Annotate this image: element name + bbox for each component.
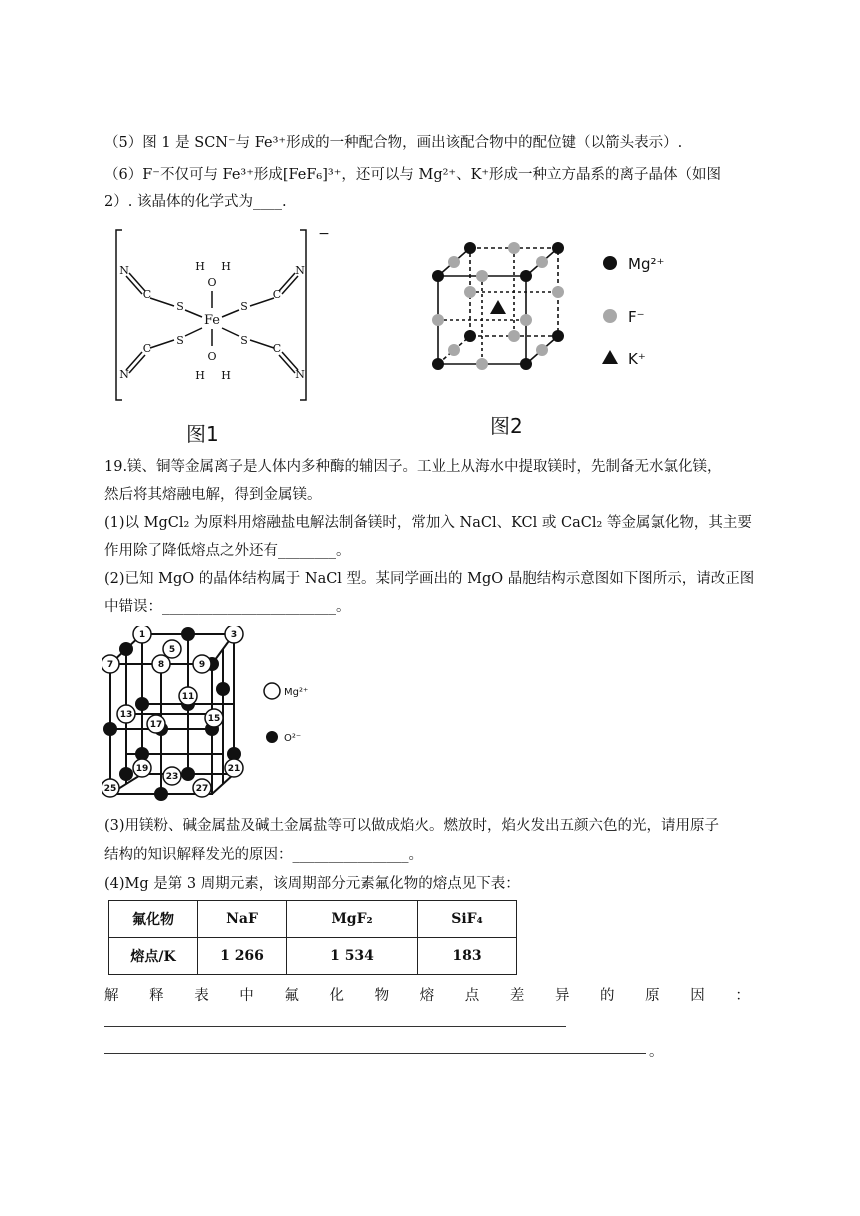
- answer-line-1: [104, 1026, 566, 1027]
- prompt-char: 原: [645, 988, 660, 1004]
- cell-label: 8: [157, 660, 165, 670]
- f-ion: [476, 358, 488, 370]
- table-cell: 183: [418, 938, 517, 975]
- cell-label: 25: [103, 784, 117, 794]
- q18-part6-line1: （6）F⁻不仅可与 Fe³⁺形成[FeF₆]³⁺，还可以与 Mg²⁺、K⁺形成一种立方晶系的离子晶体（如图: [104, 167, 722, 183]
- q19-part4-prompt: [104, 984, 750, 1005]
- prompt-char: ：: [735, 988, 750, 1004]
- cell-label: 19: [135, 764, 149, 774]
- table-header: 氟化物: [109, 901, 198, 938]
- s-atom: S: [176, 334, 184, 347]
- f-ion: [508, 330, 520, 342]
- figure-2-crystal: [424, 236, 694, 386]
- prompt-char: 异: [554, 988, 570, 1004]
- figure-1-caption: 图1: [186, 422, 219, 446]
- f-ion: [508, 242, 520, 254]
- prompt-char: 差: [509, 988, 525, 1004]
- legend-f-label: F⁻: [628, 308, 645, 326]
- prompt-char: 解: [104, 988, 119, 1004]
- prompt-char: 物: [374, 988, 390, 1004]
- n-atom: N: [295, 368, 305, 381]
- prompt-char: 中: [239, 988, 254, 1004]
- table-row: [109, 901, 517, 938]
- mg-ion: [432, 270, 444, 282]
- f-ion: [520, 314, 532, 326]
- legend-o-label: O²⁻: [284, 733, 302, 744]
- q18-part6-line2: 2）. 该晶体的化学式为____.: [104, 194, 287, 210]
- cell-label: 1: [138, 630, 146, 640]
- legend-f-marker: [603, 309, 617, 323]
- table-row: [109, 938, 517, 975]
- c-atom: C: [272, 288, 282, 301]
- legend-k-marker: [602, 350, 618, 364]
- prompt-char: 因: [690, 988, 705, 1004]
- cell-label: 9: [198, 660, 206, 670]
- complex-charge: −: [318, 226, 330, 242]
- h-atom: H: [195, 369, 205, 382]
- o-atom: O: [207, 350, 217, 363]
- q19-part2-line1: (2)已知 MgO 的晶体结构属于 NaCl 型。某同学画出的 MgO 晶胞结构示意图如下图所示，请改正图: [104, 571, 755, 587]
- f-ion: [448, 344, 460, 356]
- mg-ion: [552, 330, 564, 342]
- f-ion: [552, 286, 564, 298]
- h-atom: H: [195, 260, 205, 273]
- prompt-char: 氟: [284, 988, 299, 1004]
- legend-mg-marker: [603, 256, 617, 270]
- mgo-cell-figure: [102, 626, 312, 804]
- q19-part3-line1: (3)用镁粉、碱金属盐及碱土金属盐等可以做成焰火。燃放时，焰火发出五颜六色的光，请用原子: [104, 818, 720, 834]
- legend-k-label: K⁺: [628, 350, 646, 368]
- mg-ion: [520, 358, 532, 370]
- h-atom: H: [221, 369, 231, 382]
- f-ion: [536, 256, 548, 268]
- prompt-char: 表: [194, 988, 209, 1004]
- h-atom: H: [221, 260, 231, 273]
- f-ion: [476, 270, 488, 282]
- mg-ion: [552, 242, 564, 254]
- prompt-char: 熔: [419, 988, 435, 1004]
- cell-label: 23: [165, 772, 179, 782]
- figure-2-caption: 图2: [490, 414, 523, 438]
- fluoride-table: [108, 900, 517, 975]
- cell-label: 15: [207, 714, 221, 724]
- cell-label: 27: [195, 784, 209, 794]
- q19-part3-line2: 结构的知识解释发光的原因：________________。: [104, 847, 423, 863]
- q19-part1-line1: (1)以 MgCl₂ 为原料用熔融盐电解法制备镁时，常加入 NaCl、KCl 或 CaCl₂ 等金属氯化物，其主要: [104, 515, 752, 531]
- cell-label: 17: [149, 720, 163, 730]
- c-atom: C: [272, 342, 282, 355]
- c-atom: C: [142, 288, 152, 301]
- cell-label: 7: [106, 660, 114, 670]
- answer-line-2: [104, 1053, 646, 1054]
- n-atom: N: [119, 368, 129, 381]
- mg-ion: [464, 242, 476, 254]
- q19-part2-line2: 中错误：________________________。: [104, 599, 351, 615]
- prompt-char: 释: [149, 988, 164, 1004]
- s-atom: S: [240, 334, 248, 347]
- answer-end-mark: 。: [649, 1044, 664, 1060]
- figure-1-complex: [112, 226, 342, 406]
- f-ion: [448, 256, 460, 268]
- mg-ion: [520, 270, 532, 282]
- table-cell: 1 266: [198, 938, 287, 975]
- table-cell: 1 534: [287, 938, 418, 975]
- q18-part5: （5）图 1 是 SCN⁻与 Fe³⁺形成的一种配合物，画出该配合物中的配位键（以箭头表示）.: [104, 135, 683, 151]
- cell-label: 13: [119, 710, 133, 720]
- n-atom: N: [295, 264, 305, 277]
- legend-mg-marker: [264, 683, 280, 699]
- prompt-char: 化: [329, 988, 344, 1004]
- q19-intro-line2: 然后将其熔融电解，得到金属镁。: [104, 487, 322, 503]
- cell-label: 21: [227, 764, 241, 774]
- cell-label: 11: [181, 692, 195, 702]
- table-cell: 熔点/K: [109, 938, 198, 975]
- cell-label: 5: [168, 645, 176, 655]
- q19-part1-line2: 作用除了降低熔点之外还有________。: [104, 543, 351, 559]
- legend-o-marker: [266, 731, 278, 743]
- s-atom: S: [176, 300, 184, 313]
- o-atom: O: [207, 276, 217, 289]
- fe-atom: Fe: [203, 313, 221, 328]
- f-ion: [536, 344, 548, 356]
- q19-intro-line1: 19.镁、铜等金属离子是人体内多种酶的辅因子。工业上从海水中提取镁时，先制备无水氯化镁，: [104, 459, 722, 475]
- prompt-char: 的: [600, 988, 615, 1004]
- table-header: NaF: [198, 901, 287, 938]
- prompt-char: 点: [464, 988, 480, 1004]
- c-atom: C: [142, 342, 152, 355]
- mg-ion: [464, 330, 476, 342]
- legend-mg-label: Mg²⁺: [628, 255, 665, 273]
- n-atom: N: [119, 264, 129, 277]
- mg-ion: [432, 358, 444, 370]
- s-atom: S: [240, 300, 248, 313]
- legend-mg-label: Mg²⁺: [284, 687, 309, 698]
- cell-label: 3: [230, 630, 238, 640]
- table-header: SiF₄: [418, 901, 517, 938]
- table-header: MgF₂: [287, 901, 418, 938]
- f-ion: [464, 286, 476, 298]
- f-ion: [432, 314, 444, 326]
- k-ion: [490, 300, 506, 314]
- q19-part4-line1: (4)Mg 是第 3 周期元素，该周期部分元素氟化物的熔点见下表：: [104, 876, 520, 892]
